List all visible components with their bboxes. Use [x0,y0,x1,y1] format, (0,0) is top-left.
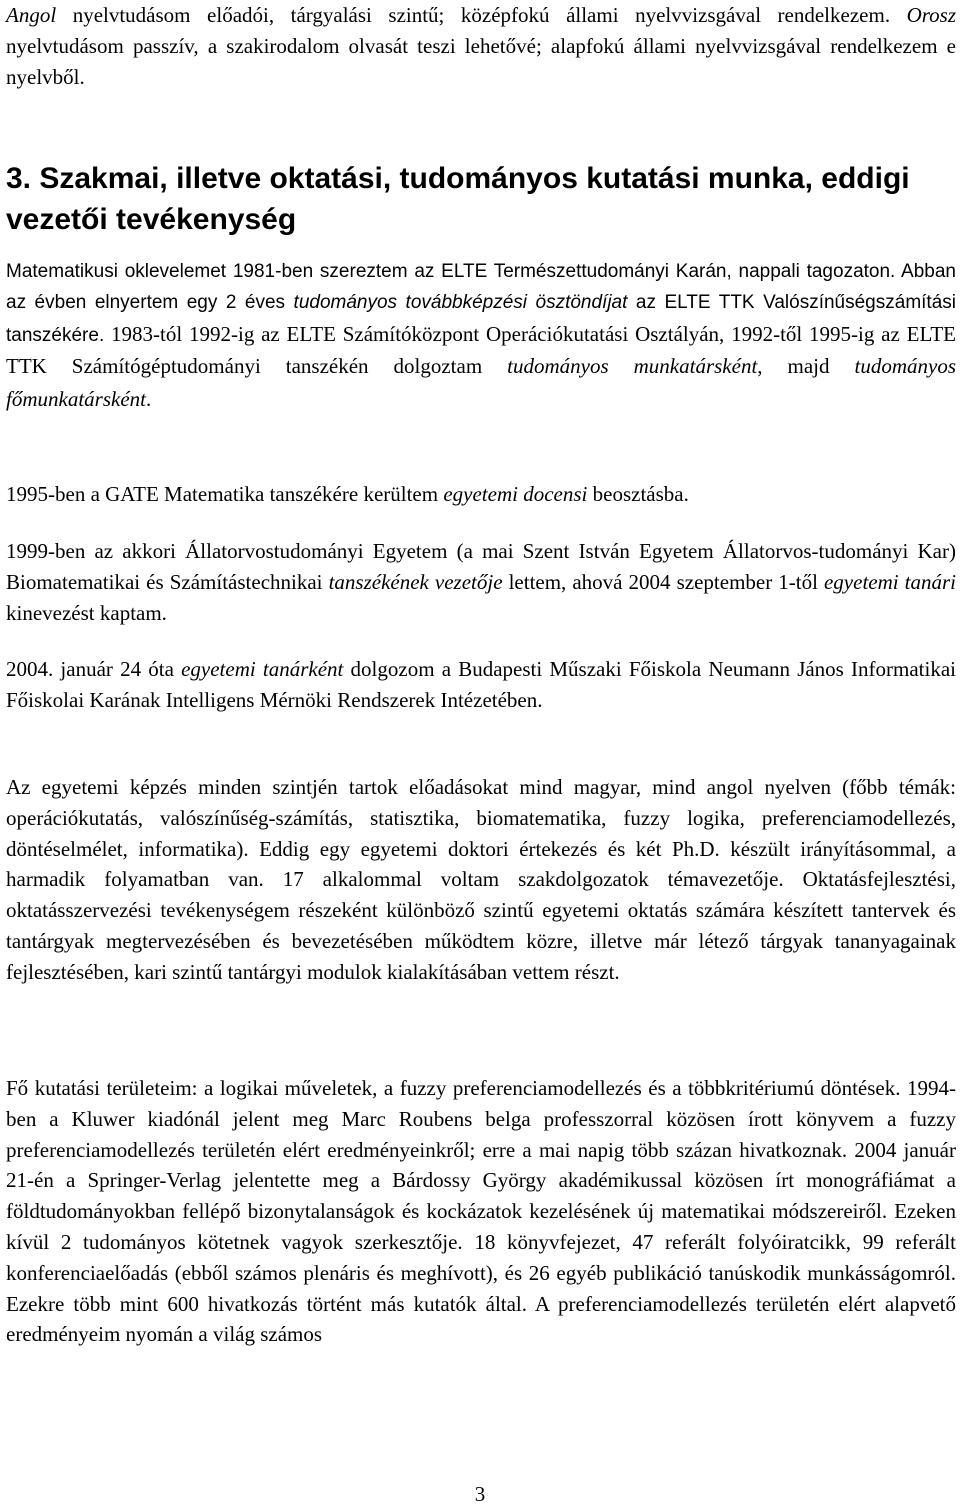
career-paragraph [6,257,956,417]
research-paragraph: Fő kutatási területeim: a logikai műveletek, a fuzzy preferenciamodellezés és a többkritériumú döntések. 1994-ben a Kluwer kiadónál jelent meg Marc Roubens belga professzorral közösen írott könyvem a fuzzy preferenciamodellezés területén elért eredményeinkről; erre a mai napig több százan hivatkoznak. 2004 január 21-én a Springer-Verlag jelentette meg a Bárdossy György akadémikussal közösen írt monográfiámat a földtudományokban fellépő bizonytalanságok és kockázatok kezelésének új matematikai módszereiről. Ezeken kívül 2 tudományos kötetnek vagyok szerkesztője. 18 könyvfejezet, 47 referált folyóiratcikk, 99 referált konferenciaelőadás (ebből számos plenáris és meghívott), és 26 egyéb publikáció tanúskodik munkásságomról. Ezekre több mint 600 hivatkozás történt más kutatók által. A preferenciamodellezés területén elért alapvető eredményeim nyomán a világ számos [6,1076,956,1347]
career-text-1: Matematikusi oklevelemet 1981-ben szereztem az ELTE Természettudományi Karán, nappali tagozaton. Abban az évben elnyertem egy 2 éves [6,261,956,313]
department-text-1: 1999-ben az akkori Állatorvostudományi Egyetem (a mai Szent István Egyetem Állatorvos-tudományi Kar) Biomatematikai és Számítástechnikai [6,539,956,594]
career-text-5: . [145,387,152,412]
page-number: 3 [474,1482,486,1506]
career-emphasis-3: tudományos főmunkatársként [6,354,956,412]
department-head-paragraph [6,536,956,628]
professor-paragraph [6,654,956,716]
department-text-3: kinevezést kaptam. [6,600,167,625]
department-text-2: lettem, ahová 2004 szeptember 1-től [502,569,824,594]
docent-paragraph [6,479,689,510]
docent-text-2: beosztásba. [587,482,689,506]
career-emphasis-1: tudományos továbbképzési ösztöndíjat [293,291,628,313]
language-skills-text-russian: nyelvtudásom passzív, a szakirodalom olvasát teszi lehetővé; alapfokú állami nyelvvizsgával rendelkezem e nyelvből. [6,33,956,89]
docent-emphasis: egyetemi docensi [443,482,588,506]
section-heading: 3. Szakmai, illetve oktatási, tudományos kutatási munka, eddigi vezetői tevékenység [6,162,910,236]
docent-text-1: 1995-ben a GATE Matematika tanszékére kerültem [6,482,444,506]
language-name-english: Angol [6,3,57,27]
professor-emphasis: egyetemi tanárként [181,657,344,681]
career-text-4: , majd [757,354,855,379]
department-emphasis-1: tanszékének vezetője [328,569,503,594]
career-emphasis-2: tudományos munkatársként [507,354,758,379]
career-text-2: az ELTE TTK Valószínűségszámítási tanszékére. [6,291,956,346]
language-skills-paragraph [6,0,956,92]
language-name-russian: Orosz [906,3,956,27]
language-skills-text-english: nyelvtudásom előadói, tárgyalási szintű; középfokú állami nyelvvizsgával rendelkezem. [56,3,907,27]
teaching-paragraph: Az egyetemi képzés minden szintjén tartok előadásokat mind magyar, mind angol nyelven (főbb témák: operációkutatás, valószínűség-számítás, statisztika, biomatematika, fuzzy logika, preferenciamodellezés, döntéselmélet, informatika). Eddig egy egyetemi doktori értekezés és két Ph.D. készült irányításommal, a harmadik folyamatban van. 17 alkalommal voltam szakdolgozatok témavezetője. Oktatásfejlesztési, oktatásszervezési tevékenységem részeként különböző szintű egyetemi oktatás számára készített tantervek és tantárgyak megtervezésében és bevezetésében működtem közre, illetve már létező tárgyak tananyagainak fejlesztésében, kari szintű tantárgyi modulok kialakításában vettem részt. [6,775,956,984]
professor-text-1: 2004. január 24 óta [6,657,182,681]
professor-text-2: dolgozom a Budapesti Műszaki Főiskola Neumann János Informatikai Főiskolai Karának Intelligens Mérnöki Rendszerek Intézetében. [6,657,956,712]
department-emphasis-2: egyetemi tanári [823,569,956,594]
career-text-3: 1983-tól 1992-ig az ELTE Számítóközpont Operációkutatási Osztályán, 1992-től 1995-ig az ELTE TTK Számítógéptudományi tanszékén dolgoztam [6,321,956,379]
